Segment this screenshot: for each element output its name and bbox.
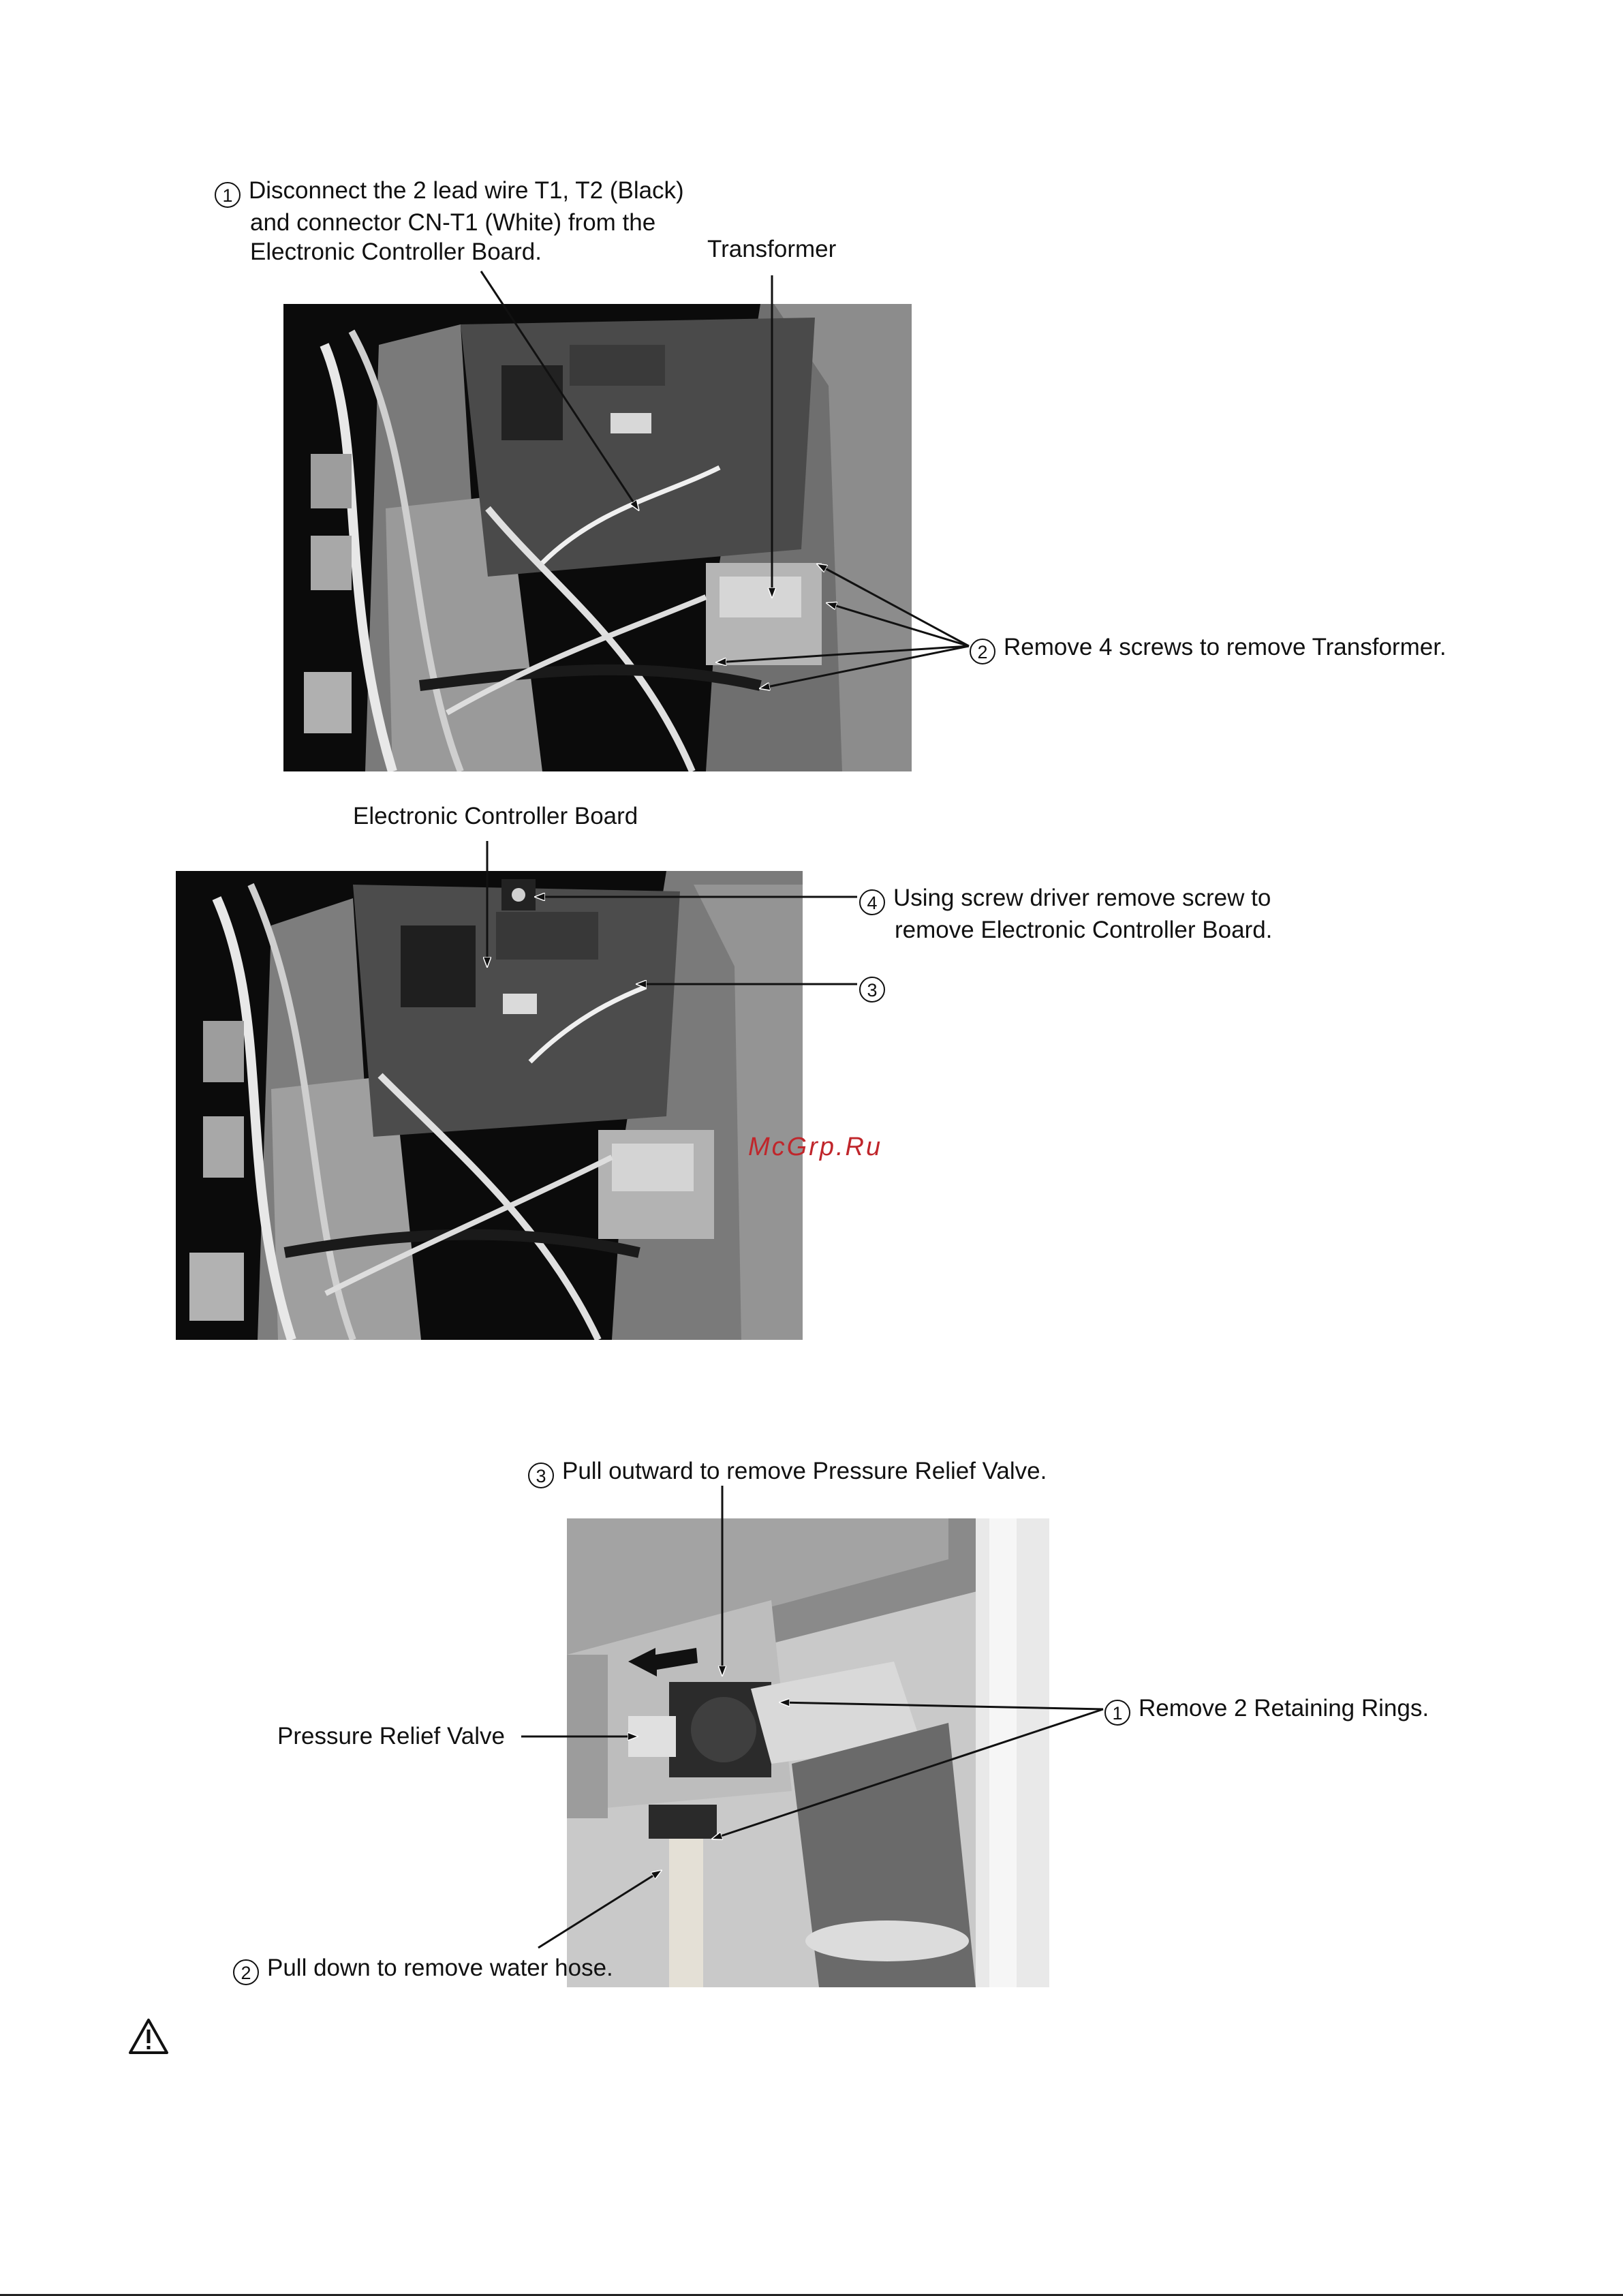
- step-number-2: 2: [970, 639, 995, 664]
- pressure-relief-valve-label: Pressure Relief Valve: [277, 1723, 505, 1749]
- step4-remove-screw-label: 4 Using screw driver remove screw to remove Electronic Controller Board.: [859, 883, 1272, 945]
- warning-triangle-icon: [128, 2017, 169, 2055]
- step-number-3: 3: [859, 977, 885, 1002]
- step-number-1: 1: [215, 182, 241, 208]
- transformer-label: Transformer: [707, 236, 837, 262]
- step-number-4: 4: [859, 889, 885, 915]
- controller-board-label: Electronic Controller Board: [353, 803, 638, 829]
- step2-water-hose-label: 2 Pull down to remove water hose.: [233, 1953, 613, 1985]
- step-number-1b: 1: [1104, 1700, 1130, 1726]
- step-number-2b: 2: [233, 1959, 259, 1985]
- step1-disconnect-label: 1 Disconnect the 2 lead wire T1, T2 (Black) and connector CN-T1 (White) from the Electronic Controller Board.: [215, 176, 684, 266]
- step2-remove-screws-label: 2 Remove 4 screws to remove Transformer.: [970, 632, 1447, 664]
- watermark: McGrp.Ru: [748, 1133, 883, 1161]
- step1-retaining-rings-label: 1 Remove 2 Retaining Rings.: [1104, 1694, 1429, 1726]
- step3-pull-outward-label: 3 Pull outward to remove Pressure Relief Valve.: [528, 1456, 1047, 1488]
- step-number-3b: 3: [528, 1463, 554, 1488]
